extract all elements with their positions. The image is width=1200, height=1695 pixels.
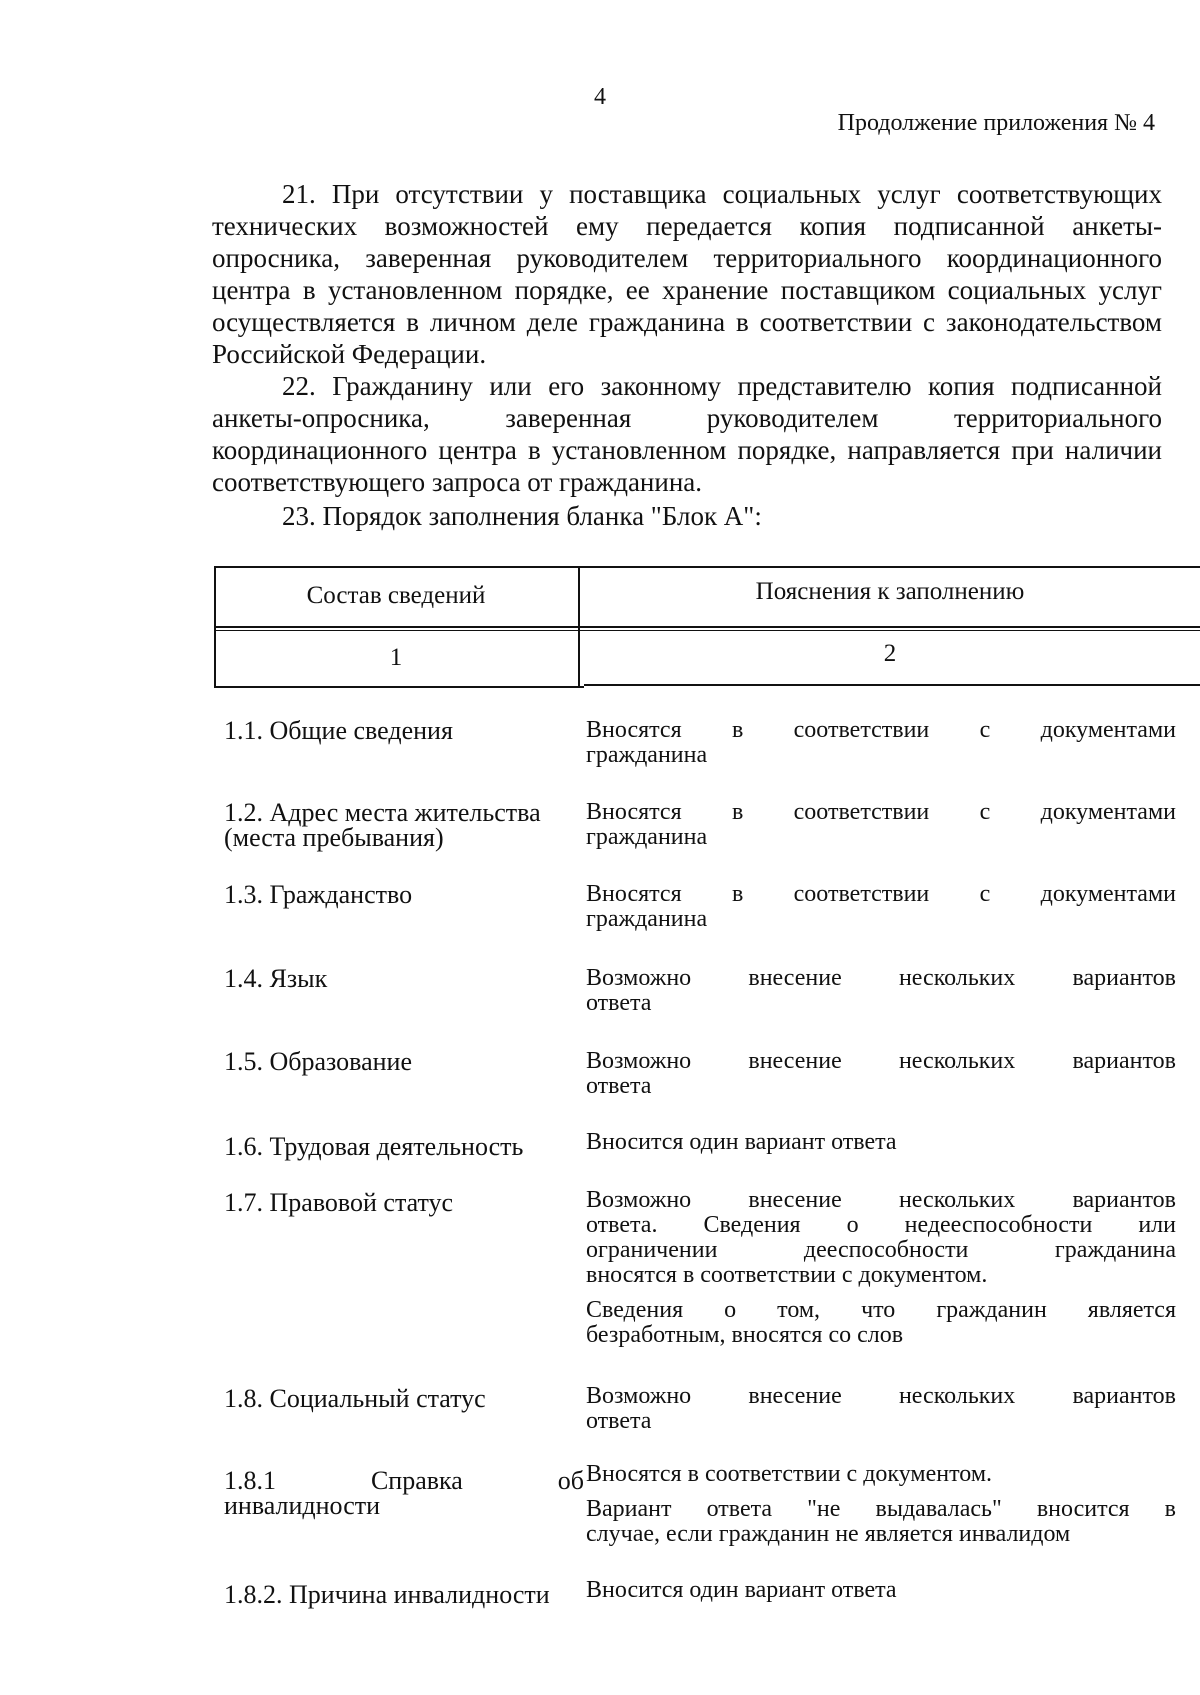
note-line: Вносятся в соответствии с документом. [586,1462,993,1487]
row-label [224,800,584,850]
column-header-explanations: Пояснения к заполнению [755,578,1025,605]
row-note [586,800,1176,850]
row-label: 1.3. Гражданство [224,880,413,909]
note-line: ответа. Сведения о недееспособности или [586,1212,1176,1238]
label-line: инвалидности [224,1491,381,1520]
paragraph-21-text: 21. При отсутствии у поставщика социальных услуг соответствующих технических возможностей ему передается копия подписанной анкеты-опросника, заверенная руководителем территориального координационного центра в установленном порядке, ее хранение поставщиком социальных услуг осуществляется в личном деле гражданина в соответствии с законодательством Российской Федерации. [212,179,1162,369]
note-line: Вариант ответа "не выдавалась" вносится в [586,1496,1176,1522]
note-line: гражданина [586,742,708,768]
label-line: 1.2. Адрес места жительства [224,798,541,827]
row-note [586,1384,1176,1434]
note-line: Сведения о том, что гражданин является [586,1297,1176,1323]
note-line: Вносятся в соответствии с документами [586,800,1176,825]
note-line: Вносится один вариант ответа [586,1578,897,1603]
note-paragraph-2 [586,1298,1176,1348]
note-line: ответа [586,1408,652,1434]
label-line: (места пребывания) [224,823,444,852]
continuation-label: Продолжение приложения № 4 [837,110,1155,136]
row-note [586,1462,1176,1547]
row-note [586,966,1176,1016]
note-line: гражданина [586,824,708,850]
label-line: 1.8.1 Справка об [224,1466,584,1495]
row-label: 1.1. Общие сведения [224,716,453,745]
row-label: 1.8. Социальный статус [224,1384,486,1413]
column-number-2: 2 [883,640,897,667]
row-note [586,1049,1176,1099]
column-number-1: 1 [389,644,403,671]
column-header-composition: Состав сведений [306,582,486,609]
row-note [586,882,1176,932]
note-line: Вносятся в соответствии с документами [586,718,1176,743]
paragraph-23-text: 23. Порядок заполнения бланка "Блок А": [282,501,762,531]
note-line: Вносятся в соответствии с документами [586,882,1176,907]
note-line: вносятся в соответствии с документом. [586,1262,988,1288]
note-line: безработным, вносятся со слов [586,1322,904,1348]
note-line: гражданина [586,906,708,932]
note-line: ответа [586,990,652,1016]
note-line: Вносится один вариант ответа [586,1130,897,1155]
row-note [586,718,1176,768]
row-note [586,1188,1176,1348]
row-label: 1.6. Трудовая деятельность [224,1132,524,1161]
note-line: Возможно внесение нескольких вариантов [586,1049,1176,1074]
note-line: случае, если гражданин не является инвалидом [586,1521,1071,1547]
paragraph-22-text: 22. Гражданину или его законному представителю копия подписанной анкеты-опросника, заверенная руководителем территориального координационного центра в установленном порядке, направляется при наличии соответствующего запроса от гражданина. [212,371,1162,497]
note-line: Возможно внесение нескольких вариантов [586,1188,1176,1213]
note-line: ограничении дееспособности гражданина [586,1237,1176,1263]
note-line: Возможно внесение нескольких вариантов [586,1384,1176,1409]
page-number: 4 [594,84,606,110]
row-label: 1.5. Образование [224,1047,413,1076]
row-label [224,1468,584,1518]
note-paragraph-2 [586,1497,1176,1547]
note-line: ответа [586,1073,652,1099]
row-label: 1.8.2. Причина инвалидности [224,1580,550,1609]
row-label: 1.7. Правовой статус [224,1188,454,1217]
row-note [586,1578,1176,1603]
row-label: 1.4. Язык [224,964,328,993]
row-note [586,1130,1176,1155]
note-line: Возможно внесение нескольких вариантов [586,966,1176,991]
